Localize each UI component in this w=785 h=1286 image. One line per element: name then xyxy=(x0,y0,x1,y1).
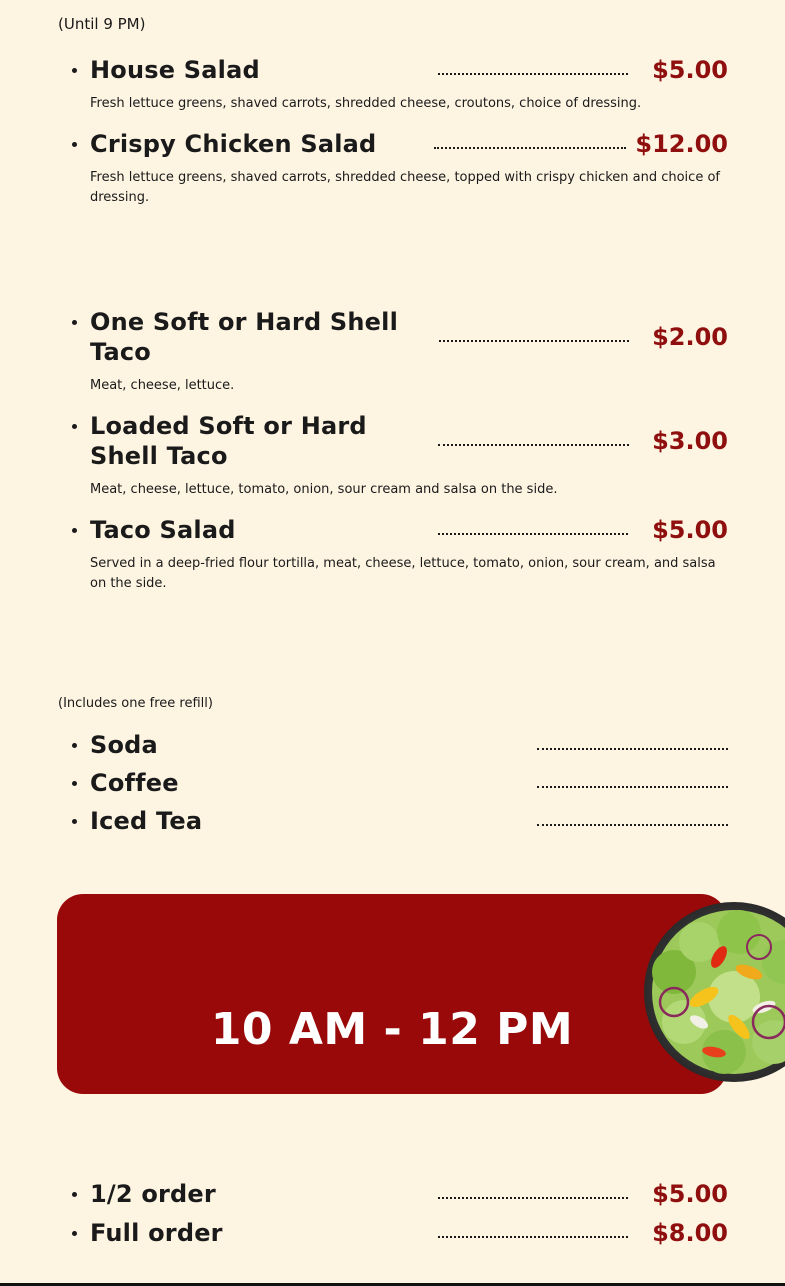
item-description: Served in a deep-fried flour tortilla, meat, cheese, lettuce, tomato, onion, sour cream, and salsa on the side. xyxy=(90,556,716,591)
item-description: Meat, cheese, lettuce. xyxy=(90,378,235,393)
banner-hours: 10 AM - 12 PM xyxy=(210,1004,574,1055)
salads-note: (Until 9 PM) xyxy=(58,15,146,33)
item-name: 1/2 order xyxy=(90,1180,216,1208)
item-name: Crispy Chicken Salad xyxy=(90,130,377,158)
bullet xyxy=(72,68,77,73)
item-description: Fresh lettuce greens, shaved carrots, shredded cheese, topped with crispy chicken and choice of dressing. xyxy=(90,170,720,205)
item-name: Iced Tea xyxy=(90,807,203,835)
leader-dots xyxy=(537,786,728,788)
item-price: $5.00 xyxy=(652,516,728,544)
bullet xyxy=(72,320,77,325)
bullet xyxy=(72,819,77,824)
item-price: $8.00 xyxy=(652,1219,728,1247)
leader-dots xyxy=(438,73,628,75)
bullet xyxy=(72,781,77,786)
item-name: House Salad xyxy=(90,56,260,84)
salad-bowl-image xyxy=(644,902,785,1082)
leader-dots xyxy=(438,533,628,535)
item-name: Full order xyxy=(90,1219,223,1247)
leader-dots xyxy=(438,1236,628,1238)
item-name: Coffee xyxy=(90,769,179,797)
item-name: Loaded Soft or Hard Shell Taco xyxy=(90,412,367,470)
item-price: $5.00 xyxy=(652,56,728,84)
bullet xyxy=(72,142,77,147)
drinks-note: (Includes one free refill) xyxy=(58,696,213,711)
leader-dots xyxy=(439,340,629,342)
item-price: $3.00 xyxy=(652,427,728,455)
leader-dots xyxy=(438,1197,628,1199)
item-price: $12.00 xyxy=(635,130,728,158)
leader-dots xyxy=(434,147,626,149)
bullet xyxy=(72,424,77,429)
hours-banner xyxy=(57,894,727,1094)
bullet xyxy=(72,528,77,533)
item-name: Taco Salad xyxy=(90,516,236,544)
item-price: $2.00 xyxy=(652,323,728,351)
item-description: Meat, cheese, lettuce, tomato, onion, sour cream and salsa on the side. xyxy=(90,482,558,497)
leader-dots xyxy=(537,748,728,750)
bullet xyxy=(72,1192,77,1197)
leader-dots xyxy=(438,444,629,446)
item-description: Fresh lettuce greens, shaved carrots, shredded cheese, croutons, choice of dressing. xyxy=(90,96,642,111)
bullet xyxy=(72,1231,77,1236)
bullet xyxy=(72,743,77,748)
item-name: One Soft or Hard Shell Taco xyxy=(90,308,398,366)
item-name: Soda xyxy=(90,731,158,759)
leader-dots xyxy=(537,824,728,826)
item-price: $5.00 xyxy=(652,1180,728,1208)
